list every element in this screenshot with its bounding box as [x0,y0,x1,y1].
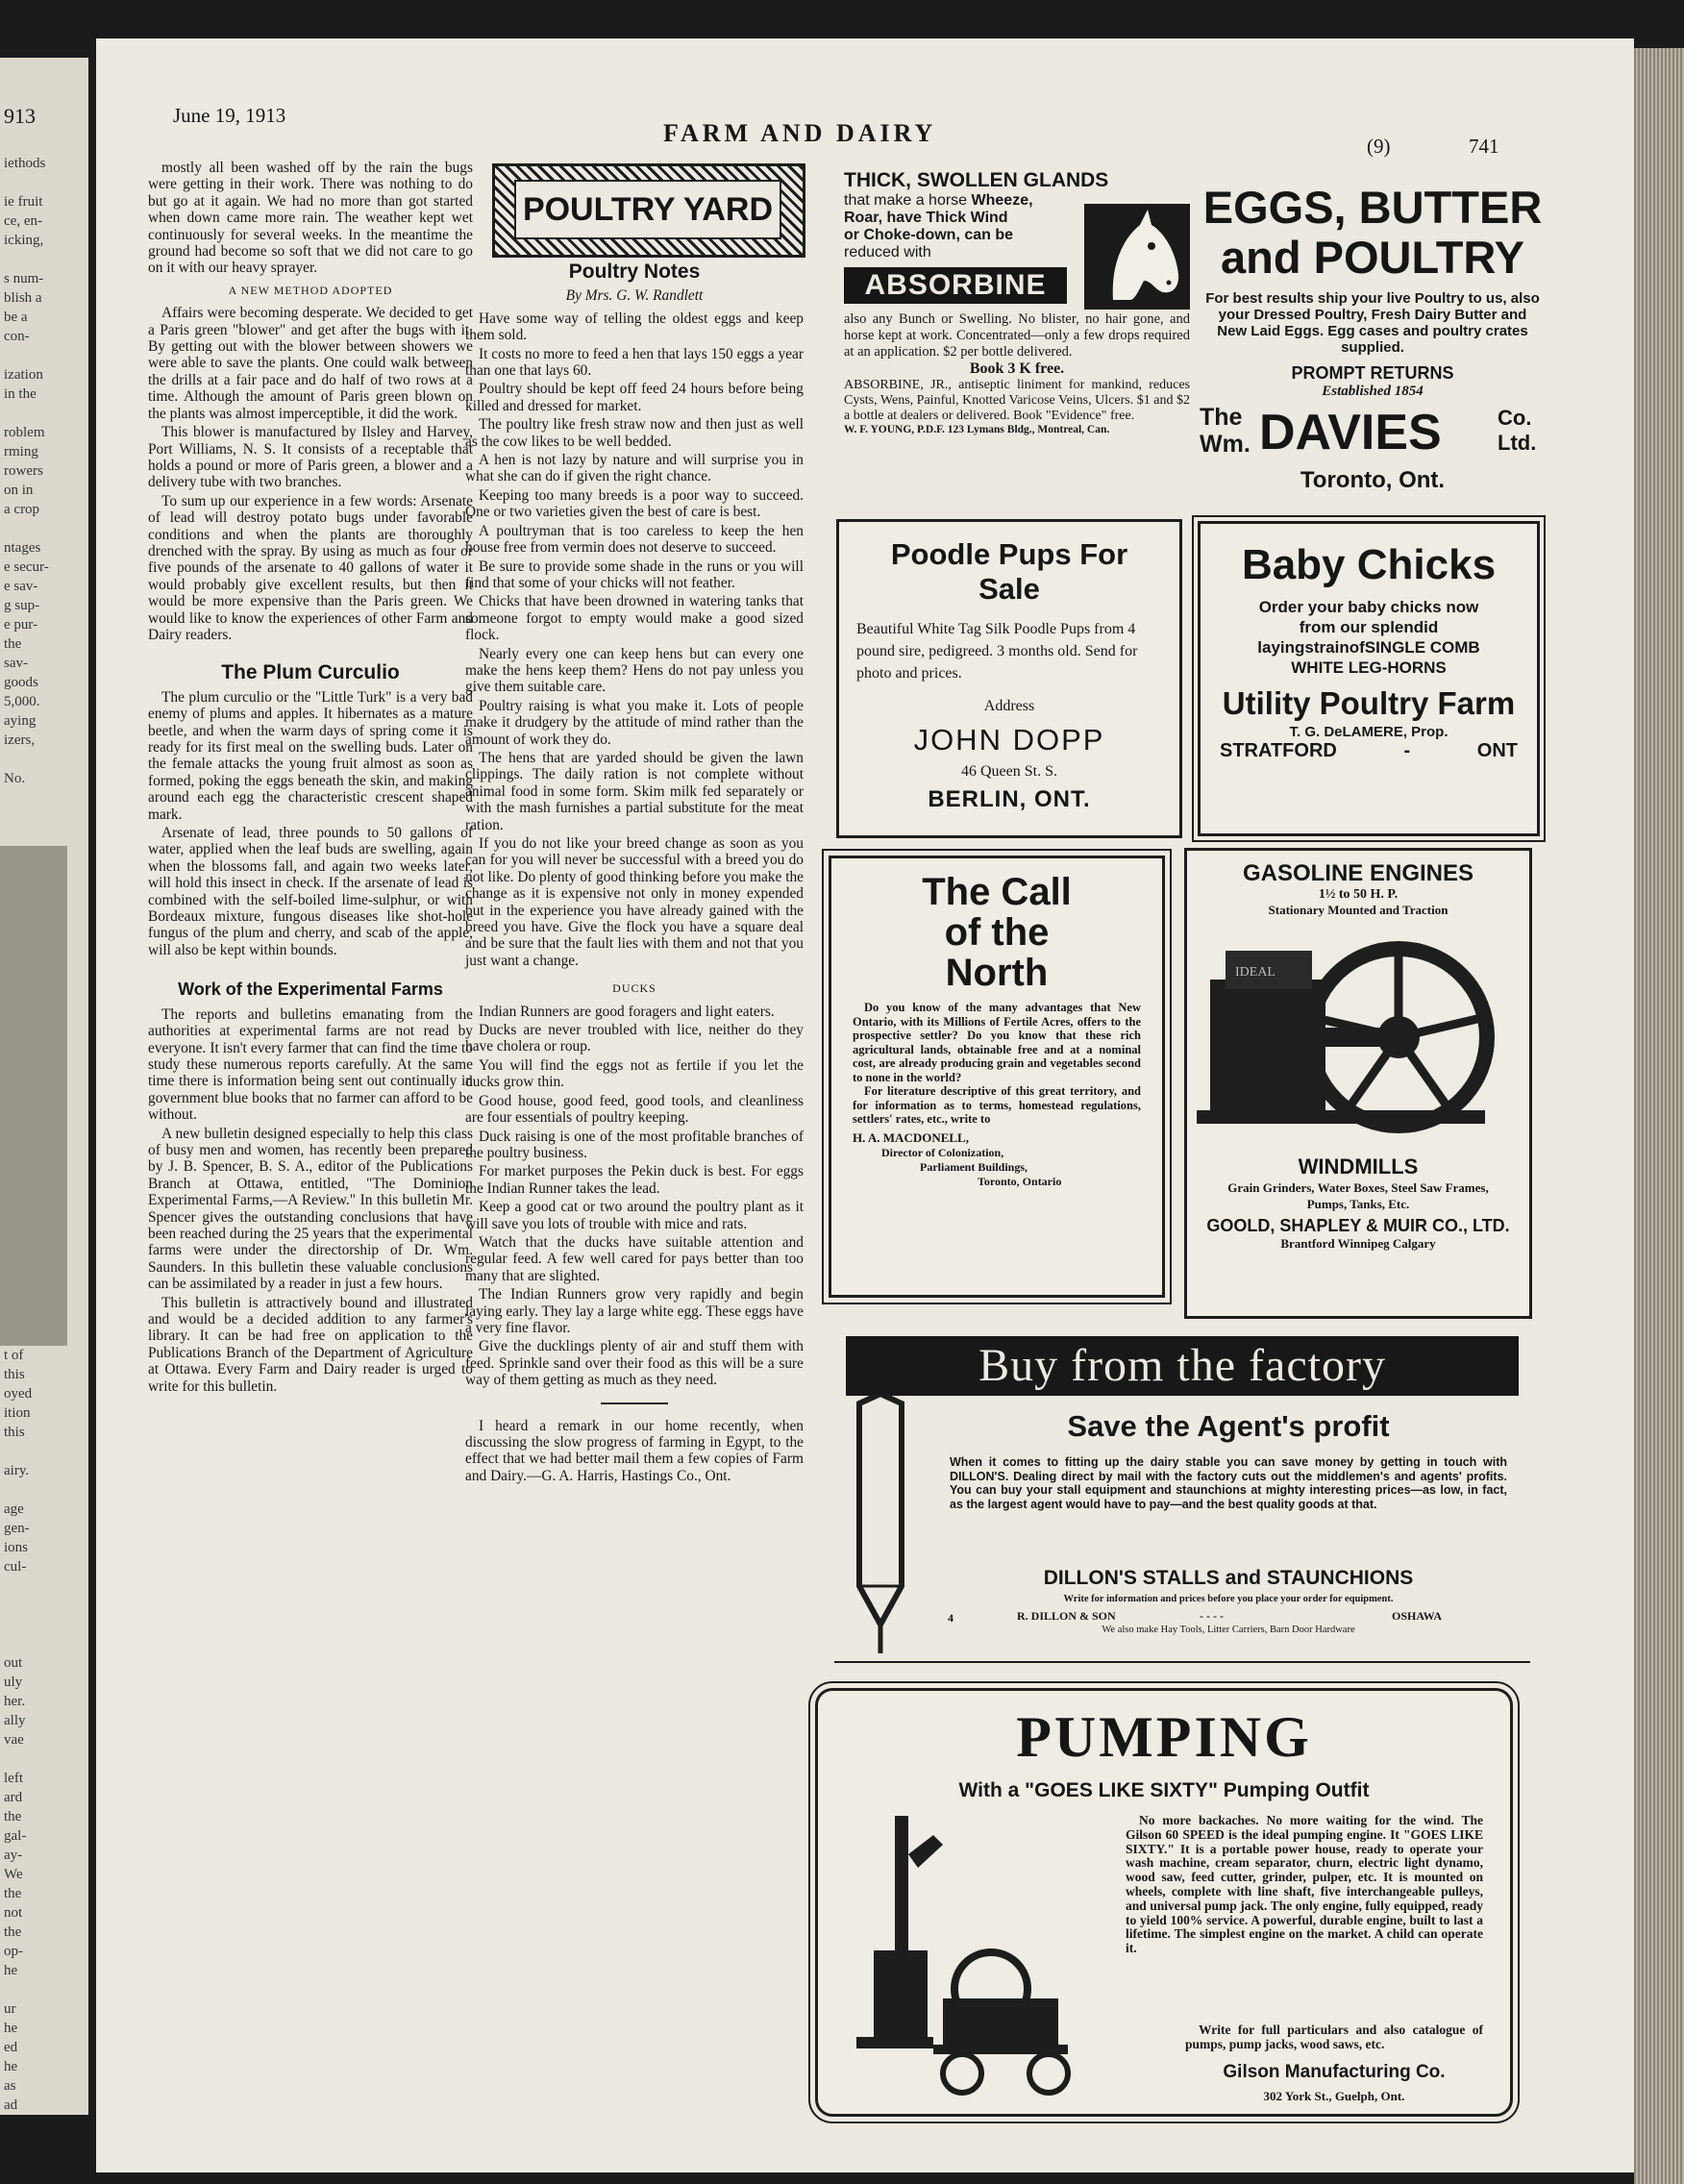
margin-text-fragment: out [4,1655,23,1671]
north-title-3: North [945,952,1049,994]
paragraph: Ducks are never troubled with lice, neither do they have cholera or roup. [465,1022,804,1055]
subhead-new-method: A NEW METHOD ADOPTED [228,283,393,297]
absorbine-jr: ABSORBINE, JR., antiseptic liniment for mankind, reduces Cysts, Wens, Painful, Knotted Varicose Veins, Ulcers. $1 and $2 a bottle at dealers or delivered. Book "Evidence" free. [844,378,1190,423]
paragraph: A poultryman that is too careless to keep the hen house free from vermin does not deserve to succeed. [465,522,804,557]
margin-text-fragment [0,250,49,269]
margin-text-fragment: ad [4,2097,18,2113]
byline: By Mrs. G. W. Randlett [565,287,704,305]
margin-text-fragment [0,519,49,538]
dillon-company: R. DILLON & SON [1017,1609,1116,1623]
facing-page-photo [0,846,67,1346]
margin-text-fragment: uly [4,1675,23,1690]
chicks-province: ONT [1476,740,1518,761]
article-plum-curculio [148,689,473,959]
gilson-company: Gilson Manufacturing Co. [1223,2062,1446,2082]
poodle-title: Poodle Pups For Sale [890,537,1128,606]
gilson-address: 302 York St., Guelph, Ont. [1263,2089,1405,2103]
gilson-subtitle: With a "GOES LIKE SIXTY" Pumping Outfit [958,1779,1370,1801]
absorbine-ad [844,169,1190,479]
heading-plum-curculio: The Plum Curculio [221,661,400,684]
davies-ad [1200,183,1546,509]
gilson-title: PUMPING [1016,1705,1312,1769]
paragraph: mostly all been washed off by the rain the bugs were getting in their work. There was nothing to do but go at it again. We had no more than got started when down came more rain. The weather kept wet continuously for several weeks. In the meantime the ground had become so soft that we did not care to go on it with our heavy sprayer. [148,160,473,277]
margin-text-fragment [0,1480,32,1500]
gilson-pumping-ad [815,1688,1513,2117]
margin-text-fragment: aying [4,713,37,729]
dillon-ad [834,1332,1530,1675]
dillon-number: 4 [948,1611,953,1625]
paragraph: To sum up our experience in a few words: Arsenate of lead will destroy potato bugs under favorable conditions and when the plants are thoroughly drenched with the spray. By using as much as four or five pounds of the arsenate to 40 gallons of water it would probably give excellent results, but then it would be more expensive than the Paris green. We would like to know the experiences of other Farm and Dairy readers. [148,492,473,643]
paragraph: The poultry like fresh straw now and then just as well as the cow likes to be well bedded. [465,416,804,450]
davies-ltd: Ltd. [1498,431,1537,455]
margin-text-fragment: We [4,1867,23,1882]
poodle-name: JOHN DOPP [913,723,1105,757]
facing-page-text-lower [0,1346,32,2115]
north-body: Do you know of the many advantages that New Ontario, with its Millions of Fertile Acres, offers to the prospective settler? Do you know that these rich agricultural lands, obtainable free and at a nominal cost, are already producing grain and vegetables second to none in the world? [853,1001,1141,1084]
call-of-north-ad [829,856,1165,1298]
gas-company: GOOLD, SHAPLEY & MUIR CO., LTD. [1206,1216,1510,1235]
north-signature-title: Director of Colonization, [881,1145,1004,1159]
margin-text-fragment [0,173,49,192]
margin-text-fragment: blish a [4,290,42,306]
paragraph: Duck raising is one of the most profitable branches of the poultry business. [465,1128,804,1161]
margin-text-fragment: in the [4,386,37,402]
margin-text-fragment: he [4,1963,18,1978]
margin-text-fragment: the [4,1886,22,1901]
stanchion-icon [852,1394,909,1663]
margin-text-fragment: on in [4,483,34,498]
chicks-farm: Utility Poultry Farm [1222,685,1516,721]
margin-text-fragment: ce, en- [4,213,42,229]
margin-text-fragment: e sav- [4,579,38,594]
margin-text-fragment: age [4,1502,24,1517]
margin-text-fragment: the [4,1924,22,1940]
margin-text-fragment: ed [4,2040,18,2055]
absorbine-address: W. F. YOUNG, P.D.F. 123 Lymans Bldg., Montreal, Can. [844,424,1110,435]
margin-text-fragment: her. [4,1694,26,1709]
facing-page-margin [0,58,88,2115]
paragraph: The hens that are yarded should be given the lawn clippings. The daily ration is not complete without animal food in some form. Skim milk fed separately or with the mash furnishes a partial substitute for the meat ration. [465,749,804,833]
margin-text-fragment: No. [4,771,26,786]
margin-text-fragment: left [4,1771,23,1786]
paragraph: Nearly every one can keep hens but can every one make the hens keep them? Hens do not pay unless you give them suitable care. [465,645,804,696]
margin-text-fragment: ie fruit [4,194,43,210]
gas-cities: Brantford Winnipeg Calgary [1280,1236,1436,1251]
paragraph: Be sure to provide some shade in the runs or you will find that some of your chicks will not feather. [465,558,804,591]
margin-text-fragment: 5,000. [4,694,40,709]
paragraph: For market purposes the Pekin duck is best. For eggs the Indian Runner takes the lead. [465,1163,804,1197]
davies-city: Toronto, Ont. [1300,467,1446,493]
margin-text-fragment: gal- [4,1828,27,1844]
margin-text-fragment [0,1750,32,1769]
poodle-city: BERLIN, ONT. [928,786,1091,812]
engine-label: IDEAL [1235,965,1275,980]
subhead-ducks: DUCKS [612,981,656,996]
margin-text-fragment [0,1615,32,1634]
margin-text-fragment: airy. [4,1463,30,1478]
paragraph: The Indian Runners grow very rapidly and begin laying early. They lay a large white egg. These eggs have a very fine flavor. [465,1286,805,1336]
separator-rule [601,1402,668,1404]
davies-name: DAVIES [1259,405,1442,460]
margin-text-fragment: oyed [4,1386,33,1402]
poodle-address-label: Address [983,698,1035,714]
paragraph: Watch that the ducks have suitable attention and regular feed. A few well cared for pays better than too many that are slighted. [465,1233,804,1284]
page-edge [1634,48,1684,2184]
paragraph: Give the ducklings plenty of air and stuff them with feed. Sprinkle sand over their food as this will be a sure way of them getting as much as they need. [465,1338,804,1389]
margin-text-fragment: this [4,1367,25,1382]
absorbine-headline: THICK, SWOLLEN GLANDS [844,169,1109,191]
gas-products: Grain Grinders, Water Boxes, Steel Saw Frames, Pumps, Tanks, Etc. [1227,1180,1489,1211]
paragraph: Indian Runners are good foragers and light eaters. [479,1003,775,1020]
margin-text-fragment [0,750,49,769]
facing-page-text-upper [0,154,49,788]
margin-text-fragment: e secur- [4,559,49,575]
article-potato-bugs [148,160,473,277]
north-body-2: For literature descriptive of this great territory, and for information as to terms, homestead regulations, settlers' rates, etc., write to [853,1084,1141,1126]
paragraph: The plum curculio or the "Little Turk" is a very bad enemy of plums and apples. It hibernates as a mature beetle, and when the warm days of spring come it is ready for its first meal on the swelling buds. Later on the female attacks the young fruit almost as soon as formed, poking the eggs beneath the skin, and making around each egg the characteristic crescent shaped mark. [148,688,473,823]
margin-text-fragment: not [4,1905,23,1921]
davies-established: Established 1854 [1322,384,1424,399]
gilson-body: No more backaches. No more waiting for the wind. The Gilson 60 SPEED is the ideal pumping engine. It "GOES LIKE SIXTY." It is a portable power house, ready to operate your wash machine, cream separator, churn, electric light dynamo, wood saw, feed cutter, grinder, pulper, etc. It is mounted on wheels, complete with line shaft, five interchangeable pulleys, and universal pump jack. The only engine, fully equipped, ready to yield 100% service. A powerful, durable engine, built to last a lifetime. The simplest engine on the market. A child can operate it. [1126,1813,1483,1956]
horse-head-icon [1084,204,1190,310]
paragraph: Keep a good cat or two around the poultry plant as it will save you lots of trouble with mice and rats. [465,1199,804,1232]
margin-text-fragment: cul- [4,1559,27,1575]
margin-text-fragment: goods [4,675,38,690]
margin-text-fragment: g sup- [4,598,40,613]
absorbine-book: Book 3 K free. [969,360,1065,377]
left-folio: 913 [4,104,36,128]
absorbine-logo: ABSORBINE [844,267,1067,304]
margin-text-fragment: ally [4,1713,26,1728]
margin-text-fragment [0,1576,32,1596]
north-title-2: of the [944,911,1050,954]
margin-text-fragment: sav- [4,656,28,671]
margin-text-fragment [0,1442,32,1461]
chicks-city: STRATFORD [1220,740,1337,761]
margin-text-fragment [0,404,49,423]
absorbine-line: Wheeze, [971,192,1033,209]
article-ducks [465,1004,804,1389]
dillon-write: Write for information and prices before you place your order for equipment. [1063,1594,1394,1604]
margin-text-fragment: ition [4,1405,31,1421]
dillon-subtitle: Save the Agent's profit [1067,1409,1390,1443]
dillon-banner: Buy from the factory [846,1336,1519,1396]
poultry-yard-banner [492,163,805,258]
margin-text-fragment: t of [4,1348,24,1363]
poodle-street: 46 Queen St. S. [961,763,1057,780]
absorbine-line: Roar, have Thick Wind [844,210,1008,226]
margin-text-fragment: he [4,2021,18,2036]
north-signature-building: Parliament Buildings, [920,1159,1028,1174]
davies-co: Co. [1498,406,1532,430]
baby-chicks-ad [1198,521,1540,836]
page-number: 741 [1469,135,1499,158]
article-poultry-notes [465,310,804,969]
paragraph: Poultry should be kept off feed 24 hours before being killed and dressed for market. [465,381,804,414]
dillon-headline: DILLON'S STALLS and STAUNCHIONS [1043,1567,1414,1589]
margin-text-fragment: this [4,1425,25,1440]
gas-hp: 1½ to 50 H. P. [1318,887,1399,902]
absorbine-line: reduced with [844,244,931,261]
paragraph: This bulletin is attractively bound and illustrated and would be a decided addition to any farmer's library. It can be had free on application to the Publications Branch of the Department of Agriculture at Ottawa. Every Farm and Dairy reader is urged to write for this bulletin. [148,1294,473,1395]
margin-text-fragment: vae [4,1732,24,1748]
margin-text-fragment: ization [4,367,43,383]
poodle-ad [836,519,1182,838]
pumping-engine-icon [847,1816,1087,2104]
paragraph: The reports and bulletins emanating from the authorities at experimental farms are not read by everyone. It isn't every farmer that can find the time to study these numerous reports carefully. At the same time there is information being sent out continually in government blue books that no farmer can afford to be without. [148,1005,473,1124]
davies-title-1: EGGS, BUTTER [1202,182,1543,233]
chicks-body: Order your baby chicks now from our splendid layingstrainofSINGLE COMB WHITE LEG-HORNS [1257,598,1480,677]
absorbine-line: or Choke-down, can be [844,227,1014,243]
paragraph: If you do not like your breed change as soon as you can for you will never be successful with a breed you do not like. Do plenty of good thinking before you make the change as it is expensive not only in money expended but in the experience you have already gained with the breed you have. Give the flock you have a square deal and be sure that the fault lies with them and not that you just want a change. [465,835,804,969]
gasoline-engine-icon [1197,922,1520,1153]
margin-text-fragment: s num- [4,271,44,286]
dillon-body: When it comes to fitting up the dairy stable you can save money by getting in touch with DILLON'S. Dealing direct by mail with the factory cuts out the middlemen's and agents' profits. You can buy your stall equipment and staunchions at mighty interesting prices—as low, in fact, as the largest agent would have to pay—and the best quality goods at that. [950,1455,1507,1511]
margin-text-fragment: ions [4,1540,29,1555]
article-egypt-remark: I heard a remark in our home recently, when discussing the slow progress of farming in Egypt, to the effect that we had better mail them a few copies of Farm and Dairy.—G. A. Harris, Hastings Co., Ont. [465,1417,804,1484]
margin-text-fragment [0,1980,32,1999]
margin-text-fragment: icking, [4,233,44,248]
paragraph: It costs no more to feed a hen that lays 150 eggs a year than one that lays 60. [465,345,804,380]
poodle-body: Beautiful White Tag Silk Poodle Pups from 4 pound sire, pedigreed. 3 months old. Send for photo and prices. [856,621,1138,682]
paragraph: Chicks that have been drowned in watering tanks that someone forgot to empty would make a good sized flock. [465,593,804,644]
margin-text-fragment: be a [4,310,28,325]
north-title-1: The Call [922,871,1072,913]
chicks-dash: - [1403,740,1411,761]
margin-text-fragment: con- [4,329,30,344]
article-potato-bugs-cont [148,305,473,643]
margin-text-fragment: iethods [4,156,46,171]
margin-text-fragment: rowers [4,463,43,479]
margin-text-fragment: roblem [4,425,45,440]
margin-text-fragment: the [4,636,22,652]
paragraph: Good house, good feed, good tools, and cleanliness are four essentials of poultry keeping. [465,1092,804,1127]
header-title: FARM AND DAIRY [663,119,937,147]
margin-text-fragment: op- [4,1944,23,1959]
chicks-prop: T. G. DeLAMERE, Prop. [1289,724,1449,740]
margin-text-fragment: gen- [4,1521,30,1536]
gasoline-engines-ad [1184,848,1532,1319]
paragraph: A new bulletin designed especially to help this class of busy men and women, has recently been prepared by J. B. Spencer, B. S. A., editor of the Publications Branch at Ottawa, entitled, "The Dominion Experimental Farms,—A Review." In this bulletin Mr. Spencer gives the outstanding conclusions that have been reached during the 25 years that the experimental farms were under the directorship of Dr. Wm. Saunders. In this bulletin these valuable conclusions can be assimilated by a reader in just a few hours. [148,1125,473,1293]
margin-text-fragment [0,1596,32,1615]
article-experimental-farms [148,1006,473,1395]
gas-windmills: WINDMILLS [1298,1154,1419,1179]
banner-title: POULTRY YARD [514,180,781,239]
margin-text-fragment: ay- [4,1848,23,1863]
paragraph: A hen is not lazy by nature and will surprise you in what she can do if given the right chance. [465,452,804,485]
margin-text-fragment [0,1634,32,1653]
davies-prompt: PROMPT RETURNS [1291,363,1454,383]
column-1 [148,160,473,1397]
paragraph: Have some way of telling the oldest eggs and keep them sold. [465,310,804,344]
gas-title: GASOLINE ENGINES [1242,860,1474,886]
margin-text-fragment: the [4,1809,22,1824]
heading-poultry-notes: Poultry Notes [568,261,701,283]
davies-title-2: and POULTRY [1221,232,1524,283]
dillon-also: We also make Hay Tools, Litter Carriers, Barn Door Hardware [1102,1625,1355,1635]
margin-text-fragment: izers, [4,732,36,748]
paragraph: Arsenate of lead, three pounds to 50 gallons of water, applied when the leaf buds are swelling, again when the blossoms fall, and again two weeks later, will hold this insect in check. If the arsenate of lead is combined with the self-boiled lime-sulphur, or with Bordeaux mixture, fungous diseases like shot-hole fungus of the plum and cherry, and scab of the apple, will also be kept within bounds. [148,825,473,958]
davies-the: The [1200,404,1243,431]
margin-text-fragment: rming [4,444,38,459]
margin-text-fragment [0,346,49,365]
header-date: June 19, 1913 [173,104,286,127]
north-signature-city: Toronto, Ontario [978,1174,1062,1188]
gas-subtitle: Stationary Mounted and Traction [1268,903,1449,917]
margin-text-fragment: ntages [4,540,41,556]
absorbine-body: also any Bunch or Swelling. No blister, no hair gone, and horse kept at work. Concentrated—only a few drops required at an application. $2 per bottle delivered. [844,311,1190,360]
gilson-write: Write for full particulars and also catalogue of pumps, pump jacks, wood saws, etc. [1185,2023,1483,2051]
margin-text-fragment: ard [4,1790,23,1805]
north-signature-name: H. A. MACDONELL, [853,1129,969,1145]
margin-text-fragment: ur [4,2001,16,2017]
davies-body: For best results ship your live Poultry to us, also your Dressed Poultry, Fresh Dairy Butter and New Laid Eggs. Egg cases and poultry crates supplied. [1205,290,1540,356]
section-number: (9) [1367,135,1391,158]
paragraph: Poultry raising is what you make it. Lots of people make it drudgery by the attitude of mind rather than the amount of work they do. [465,697,804,748]
davies-wm: Wm. [1200,431,1251,458]
absorbine-line: that make a horse [844,192,972,209]
margin-text-fragment: a crop [4,502,40,517]
margin-text-fragment: he [4,2059,18,2074]
margin-text-fragment: e pur- [4,617,38,633]
paragraph: Keeping too many breeds is a poor way to succeed. One or two varieties given the best of care is best. [465,486,804,521]
dillon-dots: - - - - [1200,1609,1224,1623]
column-2 [465,261,804,1484]
heading-experimental-farms: Work of the Experimental Farms [178,980,443,1000]
paragraph: This blower is manufactured by Ilsley and Harvey, Port Williams, N. S. It consists of a receptable that holds a pound or more of Paris green, a blower and a delivery tube with two branches. [148,424,473,491]
chicks-title: Baby Chicks [1241,541,1497,588]
paragraph: You will find the eggs not as fertile if you let the ducks grow thin. [465,1056,804,1091]
paragraph: Affairs were becoming desperate. We decided to get a Paris green "blower" and get after the bugs with it. By getting out with the blower between showers we were able to save the plants. One could walk between the drills at a fair pace and do half of two rows at a time. Although the amount of Paris green blown on the plants was almost imperceptible, it did the work. [148,305,473,422]
dillon-city: OSHAWA [1392,1609,1443,1623]
margin-text-fragment: as [4,2078,16,2094]
